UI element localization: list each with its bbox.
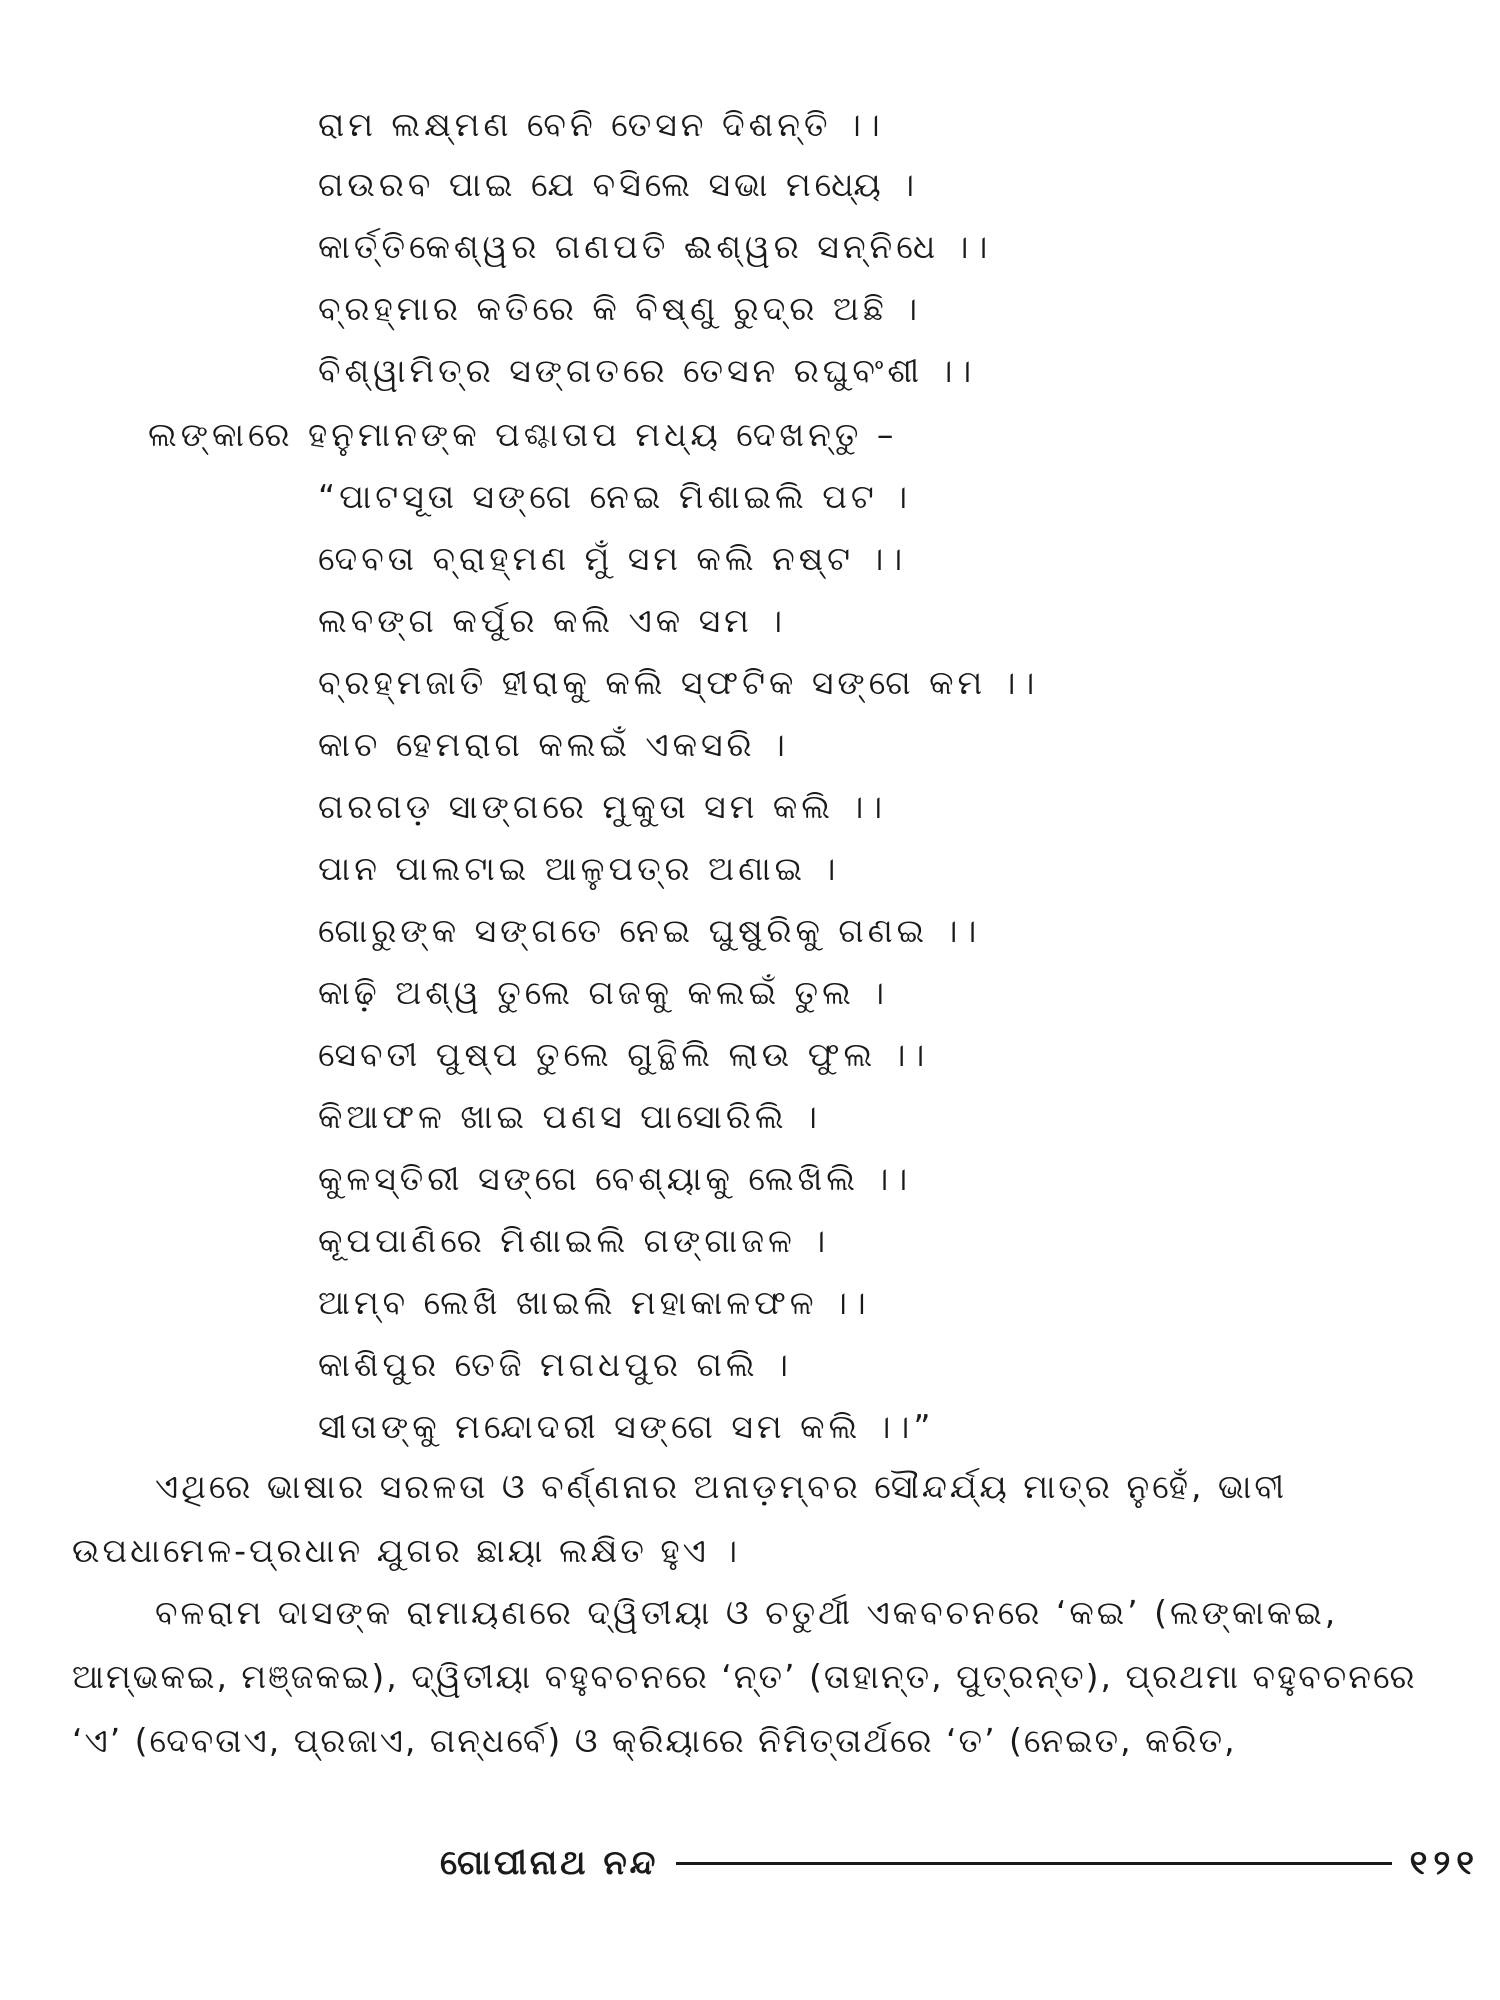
verse-line: କାଚ ହେମରାଗ କଲଇଁ ଏକସରି । bbox=[318, 725, 789, 764]
verse-line: ପାନ ପାଲଟାଇ ଆଳୁପତ୍ର ଅଣାଇ । bbox=[318, 849, 840, 888]
paragraph-line: ବଳରାମ ଦାସଙ୍କ ରାମାୟଣରେ ଦ୍ୱିତୀୟା ଓ ଚତୁର୍ଥୀ ଏକବଚନରେ ‘କଇ’ (ଲଙ୍କାକଇ, bbox=[155, 1593, 1339, 1632]
paragraph-line: ଏଥିରେ ଭାଷାର ସରଳତା ଓ ବର୍ଣ୍ଣନାର ଅନାଡ଼ମ୍ବର ସୌନ୍ଦର୍ଯ୍ୟ ମାତ୍ର ନୁହେଁ, ଭାବୀ bbox=[155, 1467, 1288, 1506]
verse-line: ଲବଙ୍ଗ କର୍ପୁର କଲି ଏକ ସମ । bbox=[318, 601, 787, 640]
footer-author: ଗୋପୀନାଥ ନନ୍ଦ bbox=[440, 1843, 659, 1883]
page-footer bbox=[440, 1838, 1480, 1888]
verse-line: ବ୍ରହ୍ମାର କତିରେ କି ବିଷ୍ଣୁ ରୁଦ୍ର ଅଛି । bbox=[318, 289, 922, 328]
verse-line: କାଢ଼ି ଅଶ୍ୱ ତୁଲେ ଗଜକୁ କଲଇଁ ତୁଲ । bbox=[318, 973, 889, 1012]
verse-line: ଗଉରବ ପାଇ ଯେ ବସିଲେ ସଭା ମଧ୍ୟେ । bbox=[318, 165, 919, 204]
verse-line: ଗରଗଡ଼ ସାଙ୍ଗରେ ମୁକୁତା ସମ କଲି ।। bbox=[318, 787, 887, 826]
verse-line: ବ୍ରହ୍ମଜାତି ହୀରାକୁ କଲି ସ୍ଫଟିକ ସଙ୍ଗେ କମ ।। bbox=[318, 663, 1039, 702]
intro-text: ଲଙ୍କାରେ ହନୁମାନଙ୍କ ପଶ୍ଚାତାପ ମଧ୍ୟ ଦେଖନ୍ତୁ – bbox=[148, 415, 898, 454]
page-number: ୧୨୧ bbox=[1409, 1843, 1480, 1883]
verse-line: ଦେବତା ବ୍ରାହ୍ମଣ ମୁଁ ସମ କଲି ନଷ୍ଟ ।। bbox=[318, 539, 907, 578]
verse-line: କିଆଫଳ ଖାଇ ପଣସ ପାସୋରିଲି । bbox=[318, 1097, 821, 1136]
verse-line: ରାମ ଲକ୍ଷ୍ମଣ ବେନି ତେସନ ଦିଶନ୍ତି ।। bbox=[318, 105, 884, 144]
verse-line: ଆମ୍ବ ଲେଖି ଖାଇଲି ମହାକାଳଫଳ ।। bbox=[318, 1283, 870, 1322]
verse-line: ଗୋରୁଙ୍କ ସଙ୍ଗତେ ନେଇ ଘୁଷୁରିକୁ ଗଣଇ ।। bbox=[318, 911, 981, 950]
verse-line: ସେବତୀ ପୁଷ୍ପ ତୁଲେ ଗୁନ୍ଥିଲି ଲାଉ ଫୁଲ ।। bbox=[318, 1035, 929, 1074]
verse-line: କୁଳସ୍ତିରୀ ସଙ୍ଗେ ବେଶ୍ୟାକୁ ଲେଖିଲି ।। bbox=[318, 1159, 912, 1198]
footer-rule bbox=[676, 1862, 1391, 1865]
verse-line: “ପାଟସୂତା ସଙ୍ଗେ ନେଇ ମିଶାଇଲି ପଟ । bbox=[318, 477, 912, 516]
paragraph-line: ଆମ୍ଭକଇ, ମଞ୍ଜକଇ), ଦ୍ୱିତୀୟା ବହୁବଚନରେ ‘ନ୍ତ’ (ତାହାନ୍ତ, ପୁତ୍ରନ୍ତ), ପ୍ରଥମା ବହୁବଚନରେ bbox=[72, 1657, 1417, 1696]
verse-line: କୂପପାଣିରେ ମିଶାଇଲି ଗଙ୍ଗାଜଳ । bbox=[318, 1221, 830, 1260]
verse-line: କାର୍ତ୍ତିକେଶ୍ୱର ଗଣପତି ଈଶ୍ୱର ସନ୍ନିଧେ ।। bbox=[318, 227, 992, 266]
verse-line: କାଶିପୁର ତେଜି ମଗଧପୁର ଗଲି । bbox=[318, 1345, 792, 1384]
paragraph-line: ଉପଧାମେଳ-ପ୍ରଧାନ ଯୁଗର ଛାୟା ଲକ୍ଷିତ ହୁଏ । bbox=[72, 1531, 741, 1570]
verse-line: ବିଶ୍ୱାମିତ୍ର ସଙ୍ଗତରେ ତେସନ ରଘୁବଂଶୀ ।। bbox=[318, 351, 976, 390]
paragraph-line: ‘ଏ’ (ଦେବତାଏ, ପ୍ରଜାଏ, ଗନ୍ଧର୍ବେ) ଓ କ୍ରିୟାରେ ନିମିତ୍ତାର୍ଥରେ ‘ତ’ (ନେଇତ, କରିତ, bbox=[72, 1721, 1237, 1760]
verse-line: ସୀତାଙ୍କୁ ମନ୍ଦୋଦରୀ ସଙ୍ଗେ ସମ କଲି ।।” bbox=[318, 1407, 935, 1446]
